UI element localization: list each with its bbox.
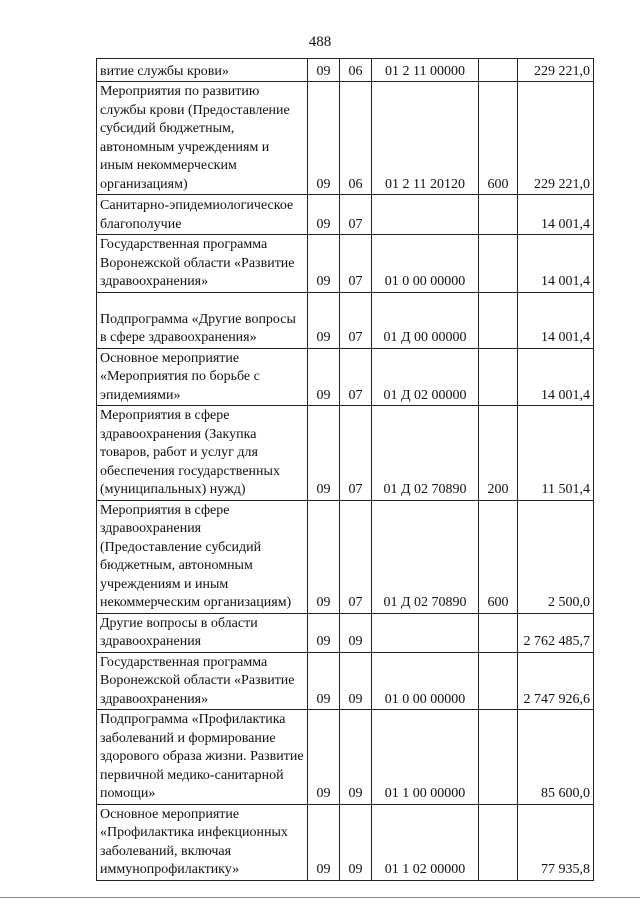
item-name: Государственная программа Воронежской области «Развитие здравоохранения» xyxy=(97,652,308,710)
target-article-code: 01 Д 02 70890 xyxy=(372,500,479,613)
table-row xyxy=(97,500,594,613)
section-code: 09 xyxy=(308,59,340,82)
item-name: Государственная программа Воронежской области «Развитие здравоохранения» xyxy=(97,235,308,293)
target-article-code xyxy=(372,613,479,652)
expense-type-code xyxy=(479,292,518,348)
subsection-code: 09 xyxy=(340,613,372,652)
target-article-code: 01 1 02 00000 xyxy=(372,804,479,880)
amount: 14 001,4 xyxy=(518,292,594,348)
subsection-code: 07 xyxy=(340,292,372,348)
item-name: Другие вопросы в области здравоохранения xyxy=(97,613,308,652)
amount: 11 501,4 xyxy=(518,406,594,501)
table-row xyxy=(97,235,594,293)
table-row xyxy=(97,710,594,805)
table-row xyxy=(97,59,594,82)
table-row xyxy=(97,195,594,235)
amount: 14 001,4 xyxy=(518,235,594,293)
target-article-code xyxy=(372,195,479,235)
bottom-scan-edge xyxy=(0,897,640,898)
table-row xyxy=(97,406,594,501)
section-code: 09 xyxy=(308,804,340,880)
amount: 2 500,0 xyxy=(518,500,594,613)
item-name: Мероприятия в сфере здравоохранения (Закупка товаров, работ и услуг для обеспечения государственных (муниципальных) нужд) xyxy=(97,406,308,501)
item-name: Мероприятия в сфере здравоохранения (Предоставление субсидий бюджетным, автономным учреждениям и иным некоммерческим организациям) xyxy=(97,500,308,613)
amount: 14 001,4 xyxy=(518,348,594,406)
item-name: Основное мероприятие «Профилактика инфекционных заболеваний, включая иммунопрофилактику» xyxy=(97,804,308,880)
table-row xyxy=(97,613,594,652)
expense-type-code xyxy=(479,195,518,235)
table-row xyxy=(97,804,594,880)
section-code: 09 xyxy=(308,710,340,805)
section-code: 09 xyxy=(308,500,340,613)
amount: 2 747 926,6 xyxy=(518,652,594,710)
target-article-code: 01 2 11 20120 xyxy=(372,82,479,195)
subsection-code: 06 xyxy=(340,82,372,195)
amount: 14 001,4 xyxy=(518,195,594,235)
target-article-code: 01 1 00 00000 xyxy=(372,710,479,805)
subsection-code: 06 xyxy=(340,59,372,82)
target-article-code: 01 Д 02 00000 xyxy=(372,348,479,406)
subsection-code: 07 xyxy=(340,348,372,406)
item-name: Санитарно-эпидемиологическое благополучие xyxy=(97,195,308,235)
expense-type-code xyxy=(479,235,518,293)
table-row xyxy=(97,292,594,348)
section-code: 09 xyxy=(308,82,340,195)
subsection-code: 07 xyxy=(340,500,372,613)
amount: 229 221,0 xyxy=(518,59,594,82)
subsection-code: 07 xyxy=(340,235,372,293)
item-name: Подпрограмма «Профилактика заболеваний и формирование здорового образа жизни. Развитие первичной медико-санитарной помощи» xyxy=(97,710,308,805)
expense-type-code: 600 xyxy=(479,500,518,613)
amount: 77 935,8 xyxy=(518,804,594,880)
target-article-code: 01 0 00 00000 xyxy=(372,235,479,293)
subsection-code: 07 xyxy=(340,406,372,501)
section-code: 09 xyxy=(308,406,340,501)
item-name: витие службы крови» xyxy=(97,59,308,82)
target-article-code: 01 0 00 00000 xyxy=(372,652,479,710)
amount: 229 221,0 xyxy=(518,82,594,195)
item-name: Мероприятия по развитию службы крови (Предоставление субсидий бюджетным, автономным учреждениям и иным некоммерческим организациям) xyxy=(97,82,308,195)
page-number: 488 xyxy=(308,34,332,50)
subsection-code: 09 xyxy=(340,804,372,880)
item-name: Подпрограмма «Другие вопросы в сфере здравоохранения» xyxy=(97,292,308,348)
target-article-code: 01 Д 00 00000 xyxy=(372,292,479,348)
item-name: Основное мероприятие «Мероприятия по борьбе с эпидемиями» xyxy=(97,348,308,406)
section-code: 09 xyxy=(308,348,340,406)
section-code: 09 xyxy=(308,292,340,348)
amount: 2 762 485,7 xyxy=(518,613,594,652)
target-article-code: 01 2 11 00000 xyxy=(372,59,479,82)
subsection-code: 09 xyxy=(340,652,372,710)
section-code: 09 xyxy=(308,235,340,293)
expense-type-code xyxy=(479,348,518,406)
table-row xyxy=(97,348,594,406)
subsection-code: 07 xyxy=(340,195,372,235)
subsection-code: 09 xyxy=(340,710,372,805)
expense-type-code: 200 xyxy=(479,406,518,501)
section-code: 09 xyxy=(308,652,340,710)
section-code: 09 xyxy=(308,613,340,652)
expense-type-code xyxy=(479,613,518,652)
expense-type-code xyxy=(479,652,518,710)
amount: 85 600,0 xyxy=(518,710,594,805)
expense-type-code xyxy=(479,59,518,82)
section-code: 09 xyxy=(308,195,340,235)
table-row xyxy=(97,82,594,195)
expense-type-code xyxy=(479,804,518,880)
expense-type-code: 600 xyxy=(479,82,518,195)
target-article-code: 01 Д 02 70890 xyxy=(372,406,479,501)
table-row xyxy=(97,652,594,710)
budget-table xyxy=(96,58,594,881)
expense-type-code xyxy=(479,710,518,805)
